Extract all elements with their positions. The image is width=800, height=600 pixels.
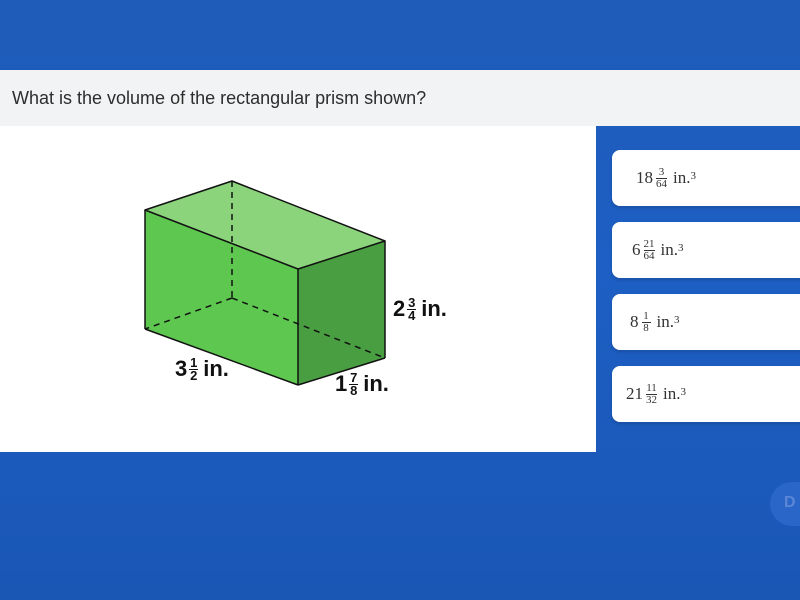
height-fraction [407,294,416,323]
height-num: 3 [408,294,416,310]
height-label [393,296,447,322]
question-text: What is the volume of the rectangular prism shown? [12,88,427,108]
choice-c[interactable] [612,294,800,350]
question-bar [0,70,800,126]
height-den: 4 [408,307,416,323]
length-fraction [189,354,198,383]
corner-button[interactable] [770,482,800,526]
length-label [175,356,229,382]
height-whole: 2 [393,296,406,321]
length-den: 2 [190,367,198,383]
answer-choices [612,150,800,438]
length-whole: 3 [175,356,188,381]
corner-button-label: D [784,494,796,511]
length-unit: in. [203,356,229,381]
choice-b[interactable] [612,222,800,278]
choice-b-label: 6 $\frac{21}{64}$ in. $^3$ [632,237,684,262]
figure-panel [0,126,596,452]
width-num: 7 [350,369,358,385]
choice-a[interactable] [612,150,800,206]
choice-a-label: 18 $\frac{3}{64}$ in. $^3$ [636,165,696,190]
height-unit: in. [421,296,447,321]
width-fraction [349,369,358,398]
length-num: 1 [190,354,198,370]
choice-d[interactable] [612,366,800,422]
prism-figure [0,126,596,452]
width-unit: in. [363,371,389,396]
choice-d-label: 21 $\frac{11}{32}$ in. $^3$ [626,381,686,406]
width-whole: 1 [335,371,348,396]
width-den: 8 [350,382,358,398]
width-label [335,371,389,397]
choice-c-label: 8 $\frac{1}{8}$ in. $^3$ [630,309,680,334]
